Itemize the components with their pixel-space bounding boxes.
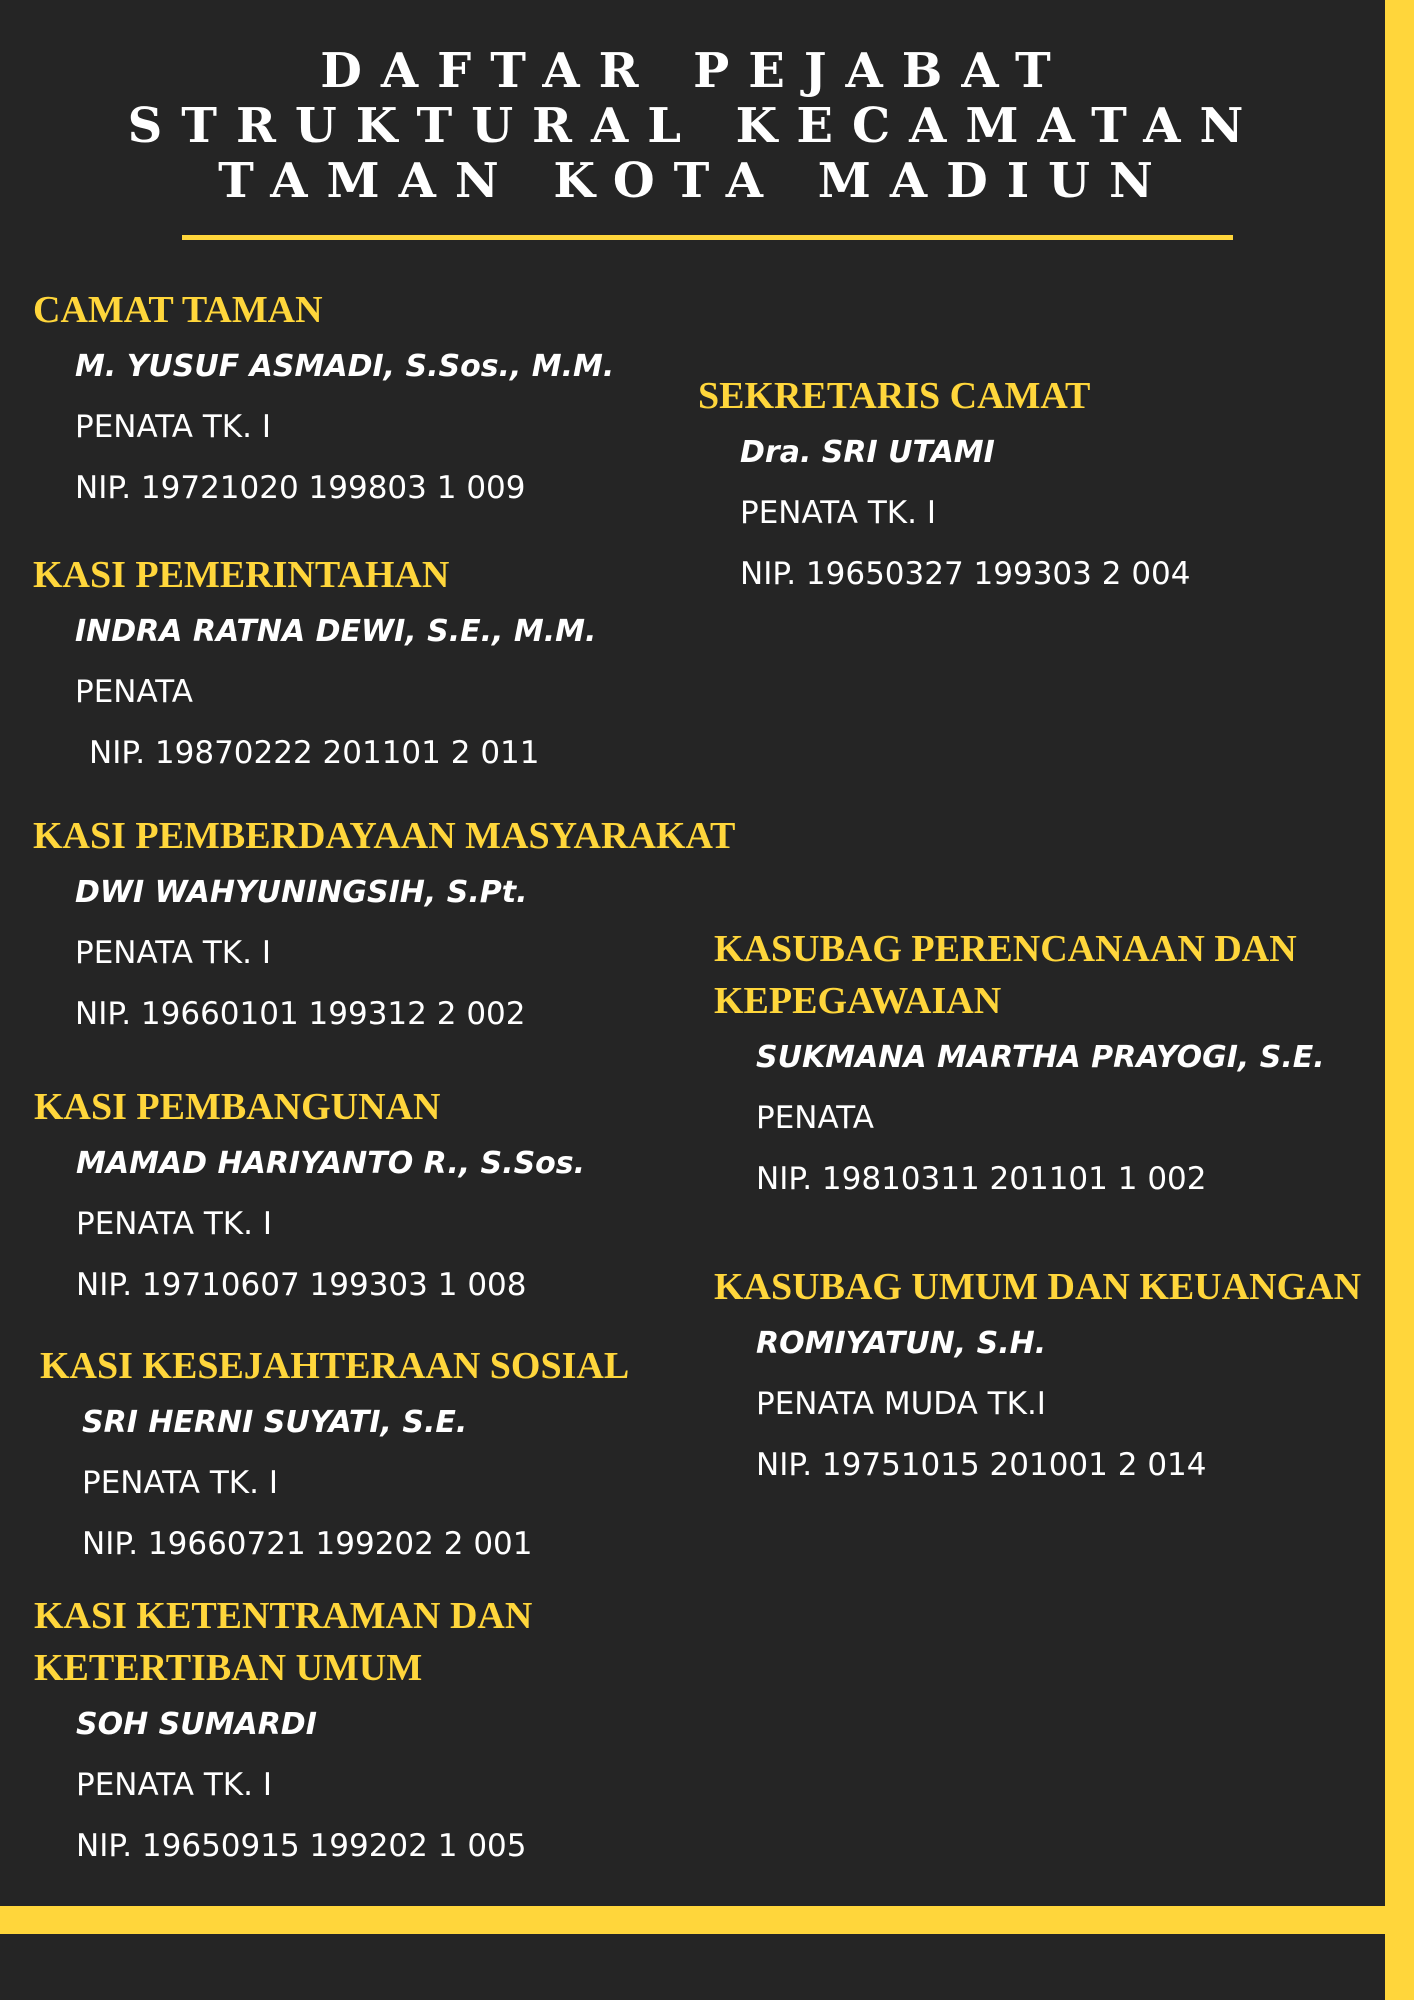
official-rank: PENATA TK. I xyxy=(75,409,271,445)
official-rank: PENATA xyxy=(756,1100,875,1136)
official-name: DWI WAHYUNINGSIH, S.Pt. xyxy=(75,875,528,910)
official-name: MAMAD HARIYANTO R., S.Sos. xyxy=(76,1146,586,1181)
official-rank: PENATA TK. I xyxy=(82,1465,278,1501)
official-entry-pemberdayaan xyxy=(33,810,735,1045)
official-name: M. YUSUF ASMADI, S.Sos., M.M. xyxy=(75,349,615,384)
official-nip: NIP. 19721020 199803 1 009 xyxy=(75,470,526,506)
official-nip: NIP. 19710607 199303 1 008 xyxy=(76,1267,527,1303)
accent-stripe-bottom xyxy=(0,1906,1385,1934)
official-entry-ketentraman xyxy=(34,1590,554,1877)
official-position: KASI PEMERINTAHAN xyxy=(33,554,450,596)
page-title: DAFTAR PEJABAT STRUKTURAL KECAMATAN TAMAN KOTA MADIUN xyxy=(127,43,1263,209)
official-name: SOH SUMARDI xyxy=(76,1707,317,1742)
official-position: KASI KETENTRAMAN DAN KETERTIBAN UMUM xyxy=(34,1595,533,1689)
official-entry-umum-keuangan xyxy=(714,1261,1361,1496)
official-entry-perencanaan xyxy=(714,923,1354,1210)
official-rank: PENATA TK. I xyxy=(76,1767,272,1803)
official-entry-camat xyxy=(33,284,614,519)
official-entry-sekretaris xyxy=(698,370,1190,605)
official-nip: NIP. 19660101 199312 2 002 xyxy=(75,996,526,1032)
official-name: Dra. SRI UTAMI xyxy=(740,435,995,470)
official-name: SUKMANA MARTHA PRAYOGI, S.E. xyxy=(756,1040,1325,1075)
official-nip: NIP. 19810311 201101 1 002 xyxy=(756,1161,1207,1197)
official-nip: NIP. 19650327 199303 2 004 xyxy=(740,556,1191,592)
official-name: SRI HERNI SUYATI, S.E. xyxy=(82,1405,468,1440)
official-position: KASUBAG UMUM DAN KEUANGAN xyxy=(714,1266,1362,1308)
official-position: KASI KESEJAHTERAAN SOSIAL xyxy=(40,1345,630,1387)
official-nip: NIP. 19870222 201101 2 011 xyxy=(89,735,540,771)
official-position: KASI PEMBERDAYAAN MASYARAKAT xyxy=(33,815,736,857)
official-rank: PENATA MUDA TK.I xyxy=(756,1386,1046,1422)
accent-stripe-right xyxy=(1385,0,1414,2000)
official-position: KASUBAG PERENCANAAN DAN KEPEGAWAIAN xyxy=(714,928,1297,1022)
official-rank: PENATA xyxy=(75,674,194,710)
official-name: ROMIYATUN, S.H. xyxy=(756,1326,1047,1361)
title-underline xyxy=(182,235,1233,240)
official-entry-pemerintahan xyxy=(33,549,596,784)
official-position: KASI PEMBANGUNAN xyxy=(34,1086,441,1128)
official-rank: PENATA TK. I xyxy=(740,495,936,531)
official-nip: NIP. 19650915 199202 1 005 xyxy=(76,1828,527,1864)
official-nip: NIP. 19751015 201001 2 014 xyxy=(756,1447,1207,1483)
official-entry-pembangunan xyxy=(34,1081,585,1316)
official-entry-kesejahteraan xyxy=(40,1340,629,1575)
official-rank: PENATA TK. I xyxy=(75,935,271,971)
official-position: CAMAT TAMAN xyxy=(33,289,323,331)
official-name: INDRA RATNA DEWI, S.E., M.M. xyxy=(75,614,597,649)
official-rank: PENATA TK. I xyxy=(76,1206,272,1242)
official-nip: NIP. 19660721 199202 2 001 xyxy=(82,1526,533,1562)
official-position: SEKRETARIS CAMAT xyxy=(698,375,1091,417)
